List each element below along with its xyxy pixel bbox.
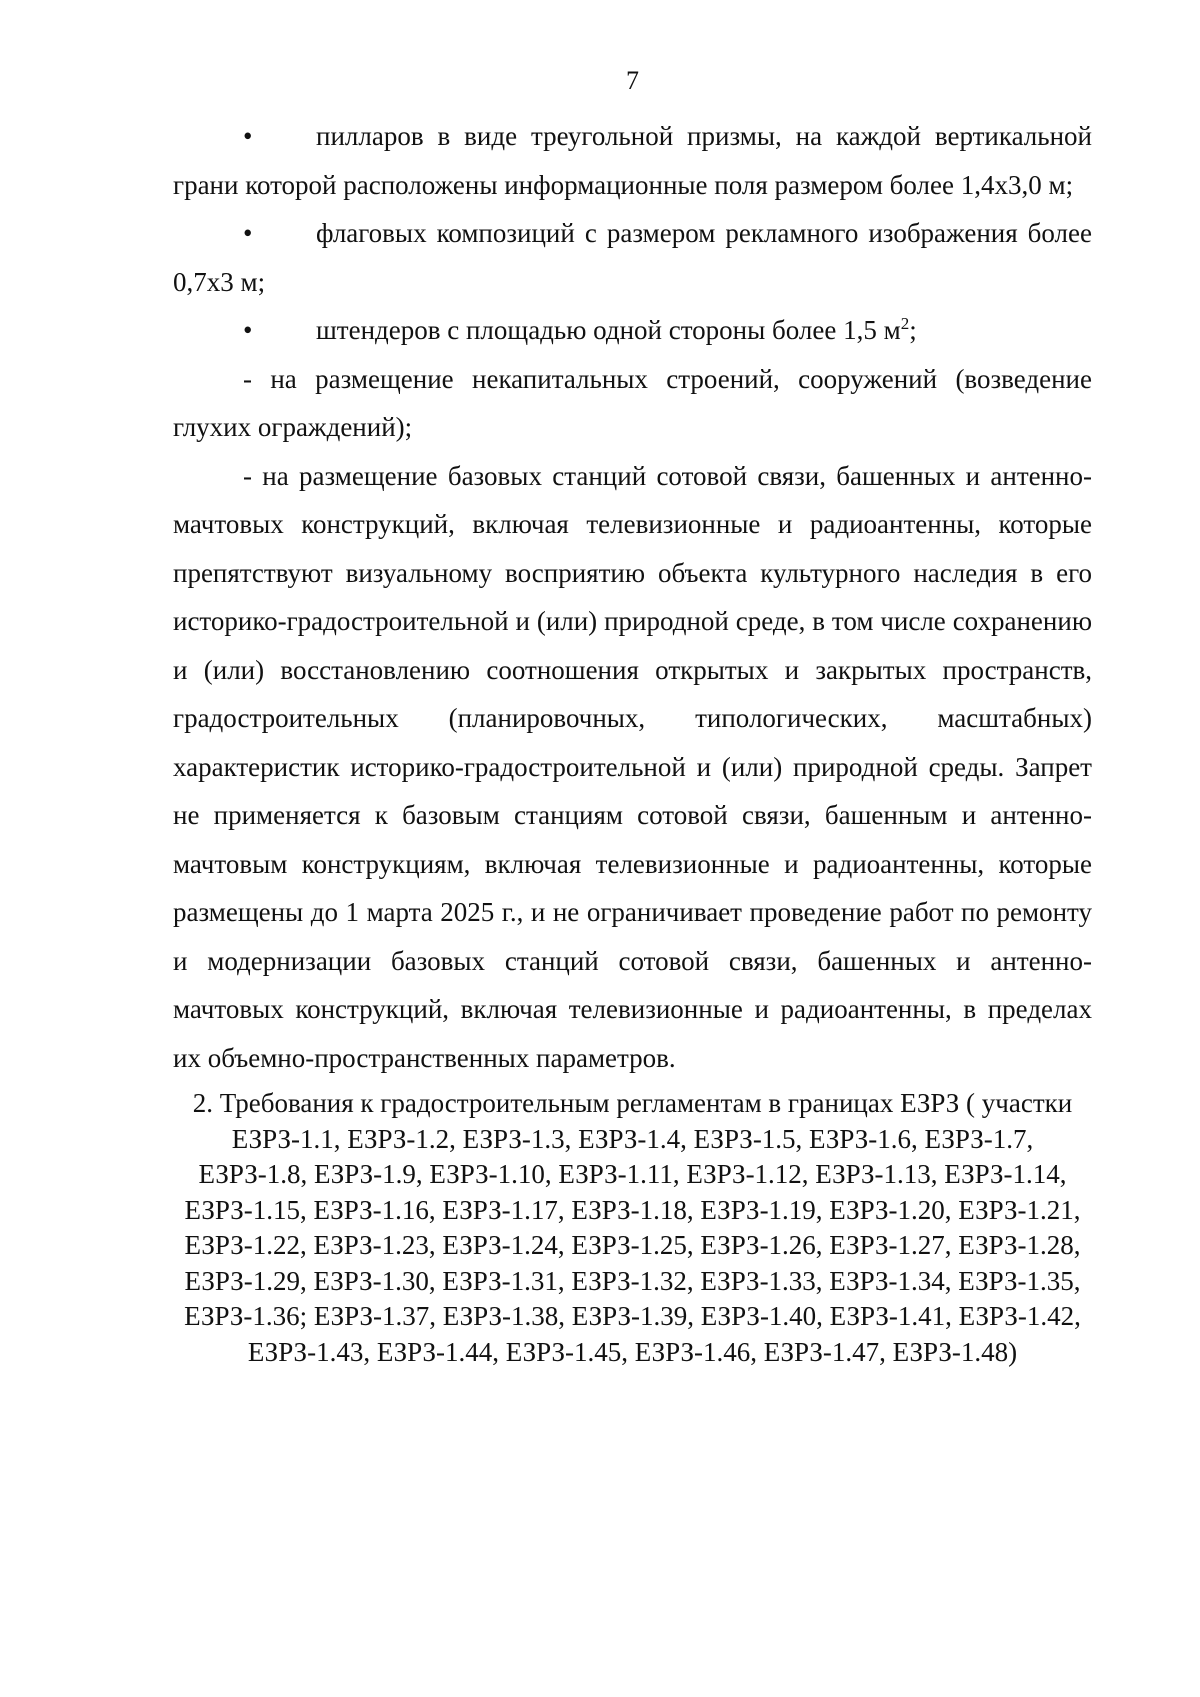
- bullet-item-flags: [173, 209, 1092, 306]
- bullet-item-pillars: [173, 112, 1092, 209]
- bullet-icon: •: [243, 315, 253, 345]
- paragraph-noncapital-structures: - на размещение некапитальных строений, сооружений (возведение глухих ограждений);: [173, 363, 1092, 442]
- bullet-text: пилларов в виде треугольной призмы, на каждой вертикальной грани которой расположены информационные поля размером более 1,4x3,0 м;: [173, 121, 1092, 200]
- bullet-text: флаговых композиций с размером рекламного изображения более 0,7x3 м;: [173, 218, 1092, 297]
- paragraph-base-stations: - на размещение базовых станций сотовой связи, башенных и антенно-мачтовых конструкций, включая телевизионные и радиоантенны, которые препятствуют визуальному восприятию объекта культурного наследия в его историко-градостроительной и (или) природной среде, в том числе сохранению и (или) восстановлению соотношения открытых и закрытых пространств, градостроительных (планировочных, типологических, масштабных) характеристик историко-градостроительной и (или) природной среды. Запрет не применяется к базовым станциям сотовой связи, башенным и антенно-мачтовым конструкциям, включая телевизионные и радиоантенны, которые размещены до 1 марта 2025 г., и не ограничивает проведение работ по ремонту и модернизации базовых станций сотовой связи, башенных и антенно-мачтовых конструкций, включая телевизионные и радиоантенны, в пределах их объемно-пространственных параметров.: [173, 460, 1092, 1073]
- document-page: [173, 66, 1092, 1397]
- bullet-item-stands: [173, 306, 1092, 355]
- section-heading: 2. Требования к градостроительным регламентам в границах ЕЗРЗ ( участки ЕЗРЗ-1.1, ЕЗРЗ-1.2, ЕЗРЗ-1.3, ЕЗРЗ-1.4, ЕЗРЗ-1.5, ЕЗРЗ-1.6, ЕЗРЗ-1.7, ЕЗРЗ-1.8, ЕЗРЗ-1.9, ЕЗРЗ-1.10, ЕЗРЗ-1.11, ЕЗРЗ-1.12, ЕЗРЗ-1.13, ЕЗРЗ-1.14, ЕЗРЗ-1.15, ЕЗРЗ-1.16, ЕЗРЗ-1.17, ЕЗРЗ-1.18, ЕЗРЗ-1.19, ЕЗРЗ-1.20, ЕЗРЗ-1.21, ЕЗРЗ-1.22, ЕЗРЗ-1.23, ЕЗРЗ-1.24, ЕЗРЗ-1.25, ЕЗРЗ-1.26, ЕЗРЗ-1.27, ЕЗРЗ-1.28, ЕЗРЗ-1.29, ЕЗРЗ-1.30, ЕЗРЗ-1.31, ЕЗРЗ-1.32, ЕЗРЗ-1.33, ЕЗРЗ-1.34, ЕЗРЗ-1.35, ЕЗРЗ-1.36; ЕЗРЗ-1.37, ЕЗРЗ-1.38, ЕЗРЗ-1.39, ЕЗРЗ-1.40, ЕЗРЗ-1.41, ЕЗРЗ-1.42, ЕЗРЗ-1.43, ЕЗРЗ-1.44, ЕЗРЗ-1.45, ЕЗРЗ-1.46, ЕЗРЗ-1.47, ЕЗРЗ-1.48): [184, 1088, 1081, 1367]
- page-number: 7: [626, 66, 639, 95]
- superscript-exponent: 2: [900, 314, 910, 333]
- bullet-icon: •: [243, 218, 253, 248]
- bullet-text: штендеров с площадью одной стороны более 1,5 м: [316, 315, 901, 345]
- bullet-icon: •: [243, 121, 253, 151]
- bullet-text-end: ;: [909, 315, 917, 345]
